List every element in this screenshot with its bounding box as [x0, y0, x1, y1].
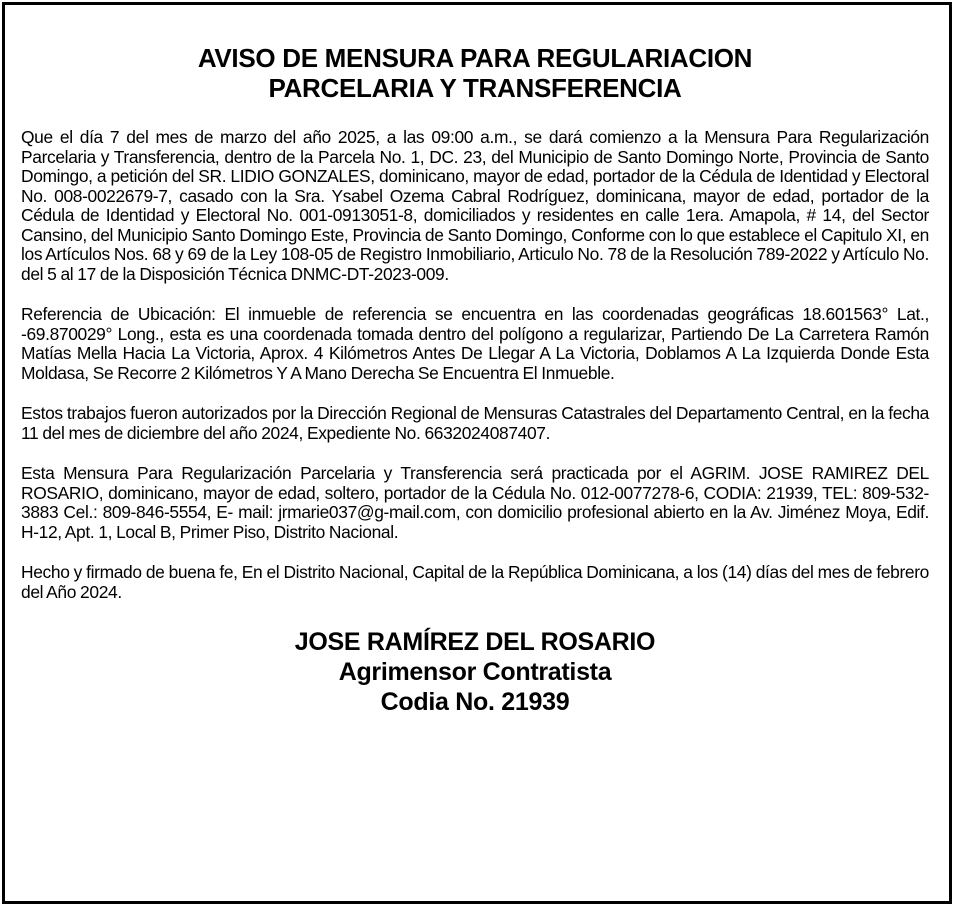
paragraph-surveyor-details: Esta Mensura Para Regularización Parcelaria y Transferencia será practicada por el AGRIM. JOSE RAMIREZ DEL ROSARIO, dominicano, mayor de edad, soltero, portador de la Cédula No. 012-0077278-6, CODIA: 21939, TEL: 809-532-3883 Cel.: 809-846-5554, E- mail: jrmarie037@g-mail.com, con domicilio profesional abierto en la Av. Jiménez Moya, Edif. H-12, Apt. 1, Local B, Primer Piso, Distrito Nacional. — [21, 463, 929, 542]
signature-block — [21, 627, 929, 717]
notice-body — [21, 128, 929, 602]
paragraph-signing-statement: Hecho y firmado de buena fe, En el Distrito Nacional, Capital de la República Dominicana, a los (14) días del mes de febrero del Año 2024. — [21, 562, 929, 602]
paragraph-authorization: Estos trabajos fueron autorizados por la Dirección Regional de Mensuras Catastrales del Departamento Central, en la fecha 11 del mes de diciembre del año 2024, Expediente No. 6632024087407. — [21, 403, 929, 443]
signature-name: JOSE RAMÍREZ DEL ROSARIO — [294, 628, 656, 656]
notice-title-line-2: PARCELARIA Y TRANSFERENCIA — [268, 73, 682, 103]
paragraph-location-reference: Referencia de Ubicación: El inmueble de referencia se encuentra en las coordenadas geográficas 18.601563° Lat., -69.870029° Long., esta es una coordenada tomada dentro del polígono a regularizar, Partiendo De La Carretera Ramón Matías Mella Hacia La Victoria, Aprox. 4 Kilómetros Antes De Llegar A La Victoria, Doblamos A La Izquierda Donde Esta Moldasa, Se Recorre 2 Kilómetros Y A Mano Derecha Se Encuentra El Inmueble. — [21, 304, 929, 383]
signature-role: Agrimensor Contratista — [338, 658, 612, 686]
notice-content — [21, 43, 929, 717]
notice-title-line-1: AVISO DE MENSURA PARA REGULARIACION — [197, 43, 753, 73]
paragraph-survey-announcement: Que el día 7 del mes de marzo del año 2025, a las 09:00 a.m., se dará comienzo a la Mensura Para Regularización Parcelaria y Transferencia, dentro de la Parcela No. 1, DC. 23, del Municipio de Santo Domingo Norte, Provincia de Santo Domingo, a petición del SR. LIDIO GONZALES, dominicano, mayor de edad, portador de la Cédula de Identidad y Electoral No. 008-0022679-7, casado con la Sra. Ysabel Ozema Cabral Rodríguez, dominicana, mayor de edad, portador de la Cédula de Identidad y Electoral No. 001-0913051-8, domiciliados y residentes en calle 1era. Amapola, # 14, del Sector Cansino, del Municipio Santo Domingo Este, Provincia de Santo Domingo, Conforme con lo que establece el Capitulo XI, en los Artículos Nos. 68 y 69 de la Ley 108-05 de Registro Inmobiliario, Articulo No. 78 de la Resolución 789-2022 y Artículo No. del 5 al 17 de la Disposición Técnica DNMC-DT-2023-009. — [21, 127, 929, 284]
notice-frame — [2, 2, 952, 904]
signature-codia: Codia No. 21939 — [380, 688, 570, 716]
notice-title — [21, 43, 929, 103]
